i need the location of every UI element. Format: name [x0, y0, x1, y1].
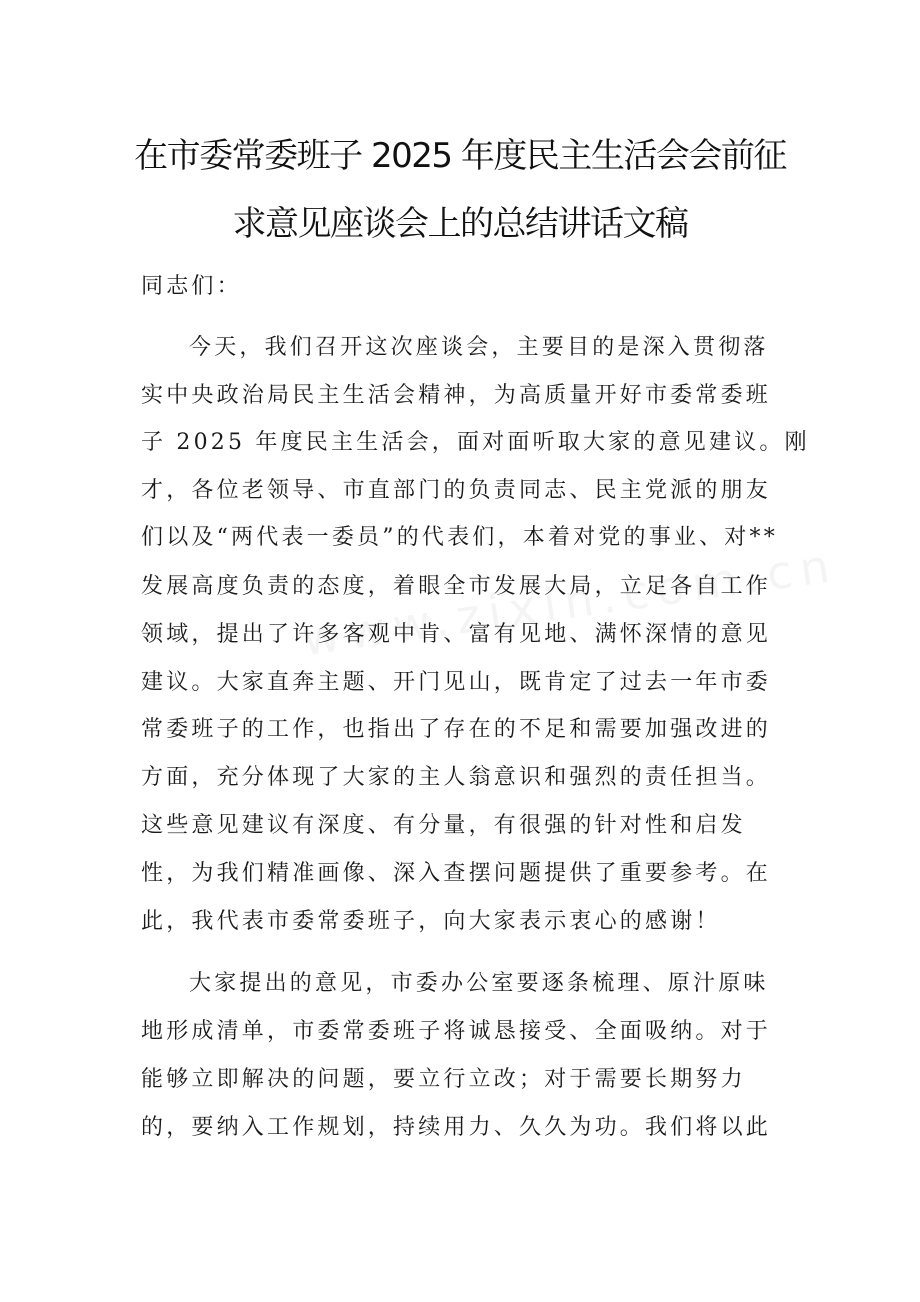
paragraph-line: 此，我代表市委常委班子，向大家表示衷心的感谢！: [141, 909, 721, 934]
paragraph-line: 这些意见建议有深度、有分量，有很强的针对性和启发: [141, 813, 746, 838]
paragraph-line: 能够立即解决的问题，要立行立改；对于需要长期努力: [141, 1067, 746, 1092]
salutation: 同志们：: [141, 274, 242, 299]
paragraph-line: 才，各位老领导、市直部门的负责同志、民主党派的朋友: [141, 478, 772, 503]
paragraph-line: 发展高度负责的态度，着眼全市发展大局，立足各自工作: [141, 574, 772, 599]
paragraph-line: 建议。大家直奔主题、开门见山，既肯定了过去一年市委: [141, 670, 772, 695]
paragraph-line: 的，要纳入工作规划，持续用力、久久为功。我们将以此: [141, 1115, 772, 1140]
paragraph-line: 实中央政治局民主生活会精神，为高质量开好市委常委班: [141, 383, 772, 408]
paragraph-line: 领域，提出了许多客观中肯、富有见地、满怀深情的意见: [141, 622, 772, 647]
paragraph-line: 方面，充分体现了大家的主人翁意识和强烈的责任担当。: [141, 765, 772, 790]
document-title-line-2: 求意见座谈会上的总结讲话文稿: [232, 204, 688, 244]
paragraph-line: 今天，我们召开这次座谈会，主要目的是深入贯彻落: [189, 335, 769, 360]
paragraph-line: 性，为我们精准画像、深入查摆问题提供了重要参考。在: [141, 861, 772, 886]
paragraph-line: 大家提出的意见，市委办公室要逐条梳理、原汁原味: [189, 971, 769, 996]
paragraph-line: 子 2025 年度民主生活会，面对面听取大家的意见建议。刚: [141, 430, 810, 455]
paragraph-line: 常委班子的工作，也指出了存在的不足和需要加强改进的: [141, 717, 772, 742]
paragraph-line: 们以及“两代表一委员”的代表们，本着对党的事业、对**: [141, 525, 778, 550]
document-title-line-1: 在市委常委班子 2025 年度民主生活会会前征: [134, 136, 786, 176]
paragraph-line: 地形成清单，市委常委班子将诚恳接受、全面吸纳。对于: [141, 1019, 772, 1044]
